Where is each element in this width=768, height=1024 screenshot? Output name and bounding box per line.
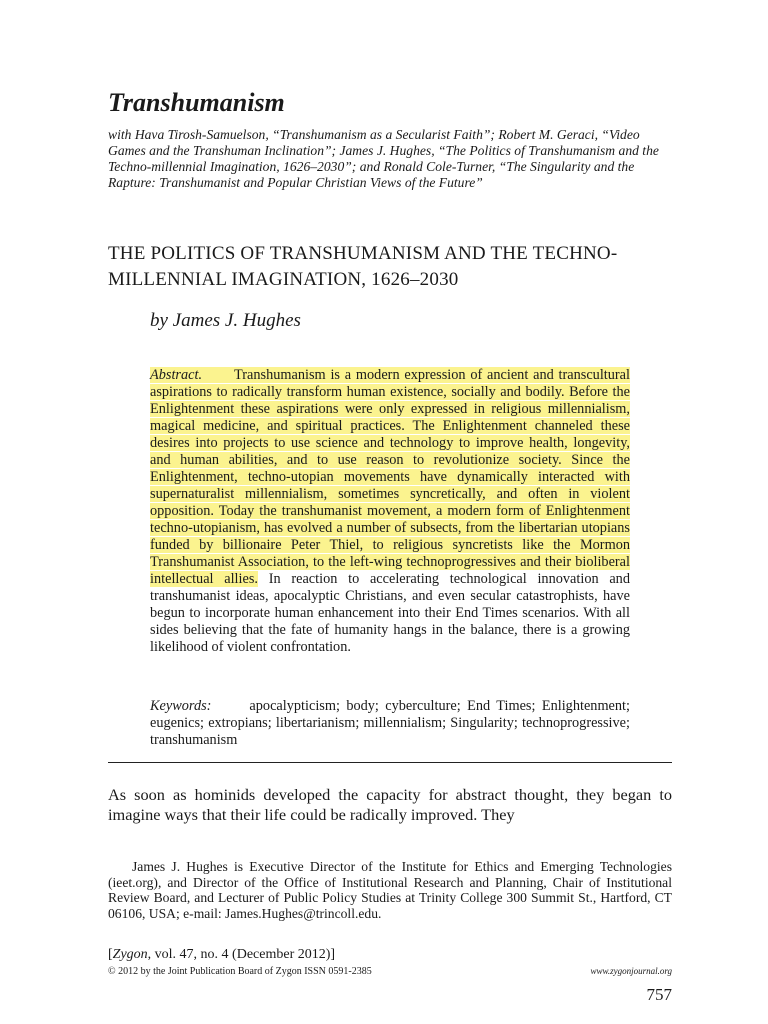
citation-details: , vol. 47, no. 4 (December 2012)] [147, 947, 336, 962]
keywords-label: Keywords: [150, 698, 212, 714]
keywords-paragraph [150, 698, 630, 749]
abstract-label: Abstract. [150, 367, 203, 383]
journal-citation [108, 947, 335, 963]
symposium-contributors: with Hava Tirosh-Samuelson, “Transhumanism as a Secularist Faith”; Robert M. Geraci, “Video Games and the Transhuman Inclination”; James J. Hughes, “The Politics of Transhumanism and the Techno-millennial Imagination, 1626–2030”; and Ronald Cole-Turner, “The Singularity and the Rapture: Transhumanist and Popular Christian Views of the Future” [108, 127, 659, 190]
journal-name: Zygon [112, 947, 148, 962]
body-paragraph: As soon as hominids developed the capacity for abstract thought, they began to imagine ways that their life could be radically improved. They [108, 785, 672, 824]
abstract-plain-text: In reaction to accelerating technological innovation and transhumanist ideas, apocalyptic Christians, and even secular catastrophists, have begun to incorporate human enhancement into their End Times scenarios. With all sides believing that the fate of humanity hangs in the balance, there is a growing likelihood of violent confrontation. [150, 571, 630, 655]
copyright-line: © 2012 by the Joint Publication Board of Zygon ISSN 0591-2385 [108, 966, 372, 977]
citation-open: [ [108, 947, 113, 962]
journal-url: www.zygonjournal.org [590, 966, 672, 976]
article-title: THE POLITICS OF TRANSHUMANISM AND THE TECHNO-MILLENNIAL IMAGINATION, 1626–2030 [108, 243, 618, 290]
abstract-highlighted-text: Transhumanism is a modern expression of ancient and transcultural aspirations to radically transform human existence, socially and bodily. Before the Enlightenment these aspirations were only expressed in religious millennialism, magical medicine, and spiritual practices. The Enlightenment channeled these desires into projects to use science and technology to improve health, longevity, and human abilities, and to use reason to revolutionize society. Since the Enlightenment, techno-utopian movements have dynamically interacted with supernaturalist millennialism, sometimes syncretically, and often in violent opposition. Today the transhumanist movement, a modern form of Enlightenment techno-utopianism, has evolved a number of subsects, from the libertarian utopians funded by billionaire Peter Thiel, to religious syncretists like the Mormon Transhumanist Association, to the left-wing technoprogressives and their bioliberal intellectual allies. [150, 367, 630, 587]
keywords-list: apocalypticism; body; cyberculture; End Times; Enlightenment; eugenics; extropians; libertarianism; millennialism; Singularity; technoprogressive; transhumanism [150, 698, 630, 748]
page-number: 757 [646, 985, 672, 1004]
abstract-paragraph [150, 367, 630, 656]
author-footnote: James J. Hughes is Executive Director of the Institute for Ethics and Emerging Technologies (ieet.org), and Director of the Office of Institutional Research and Planning, Chair of Institutional Review Board, and Lecturer of Public Policy Studies at Trinity College 300 Summit St., Hartford, CT 06106, USA; e-mail: James.Hughes@trincoll.edu. [108, 859, 672, 921]
highlighted-abstract [150, 367, 630, 587]
section-title: Transhumanism [108, 88, 285, 117]
author-byline: by James J. Hughes [150, 310, 301, 331]
section-divider [108, 762, 672, 763]
